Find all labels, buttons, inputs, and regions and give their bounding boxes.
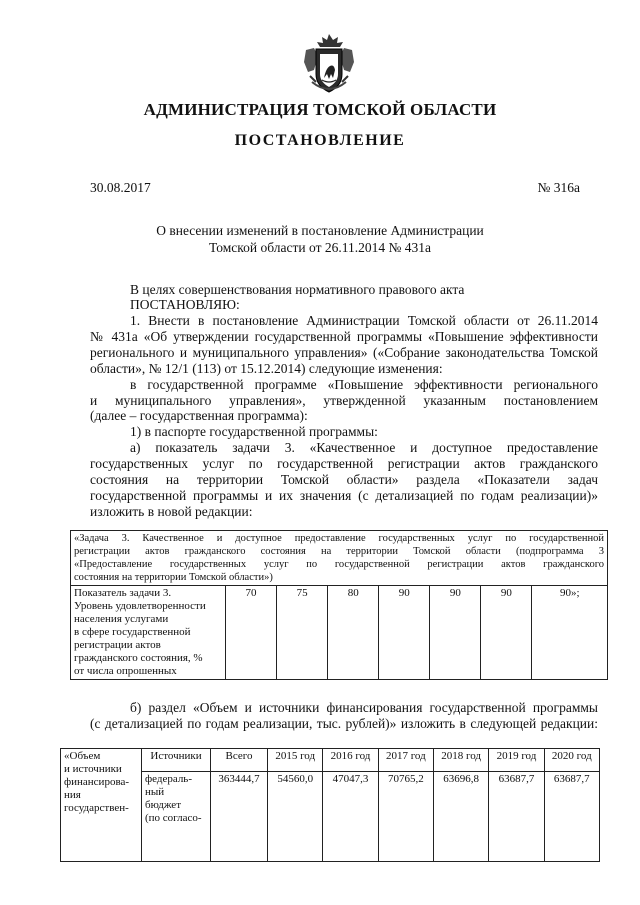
indicator-line: Показатель задачи 3. bbox=[74, 587, 172, 599]
financing-label-line: «Объем bbox=[64, 750, 101, 762]
source-line: федераль- bbox=[145, 773, 192, 785]
body-line: регионального и муниципального управления» («Собрание законодательства Томской bbox=[90, 345, 598, 360]
financing-label-line: государствен- bbox=[64, 802, 129, 814]
body-paragraph: ПОСТАНОВЛЯЮ: bbox=[130, 297, 240, 312]
source-line: бюджет bbox=[145, 799, 181, 811]
body-line: и муниципального управления», утвержденной указанным постановлением bbox=[90, 393, 598, 408]
indicator-line: Уровень удовлетворенности bbox=[74, 600, 206, 612]
body-line: б) раздел «Объем и источники финансирования государственной программы bbox=[130, 700, 598, 715]
body-line: 1) в паспорте государственной программы: bbox=[130, 424, 378, 439]
indicator-value-2015: 75 bbox=[277, 586, 328, 680]
indicator-line: регистрации актов bbox=[74, 639, 161, 651]
column-header-2017: 2017 год bbox=[378, 749, 433, 772]
body-line: в государственной программе «Повышение эффективности регионального bbox=[130, 377, 598, 392]
value-total: 363444,7 bbox=[211, 772, 268, 862]
financing-label-line: финансирова- bbox=[64, 776, 130, 788]
column-header-2020: 2020 год bbox=[544, 749, 599, 772]
task-header-line: «Предоставление государственных услуг по государственной регистрации актов гражданского bbox=[74, 559, 604, 570]
indicator-value-2020: 90»; bbox=[532, 586, 608, 680]
document-date: 30.08.2017 bbox=[90, 180, 151, 195]
financing-label-line: и источники bbox=[64, 763, 122, 775]
column-header-total: Всего bbox=[211, 749, 268, 772]
indicator-value-2017: 90 bbox=[379, 586, 430, 680]
body-paragraph: В целях совершенствования нормативного правового акта bbox=[130, 282, 465, 297]
indicator-value-2019: 90 bbox=[481, 586, 532, 680]
document-type: ПОСТАНОВЛЕНИЕ bbox=[234, 132, 406, 149]
financing-label-line: ния bbox=[64, 789, 81, 801]
body-line: области», № 12/1 (113) от 15.12.2014) следующие изменения: bbox=[90, 361, 443, 376]
indicator-value-2014: 70 bbox=[226, 586, 277, 680]
indicator-value-2018: 90 bbox=[430, 586, 481, 680]
task-header-line: регистрации актов гражданского состояния на территории Томской области (подпрограмма 3 bbox=[74, 546, 604, 557]
body-line: изложить в новой редакции: bbox=[90, 504, 253, 519]
indicator-line: гражданского состояния, % bbox=[74, 652, 203, 664]
column-header-2016: 2016 год bbox=[323, 749, 378, 772]
body-line: состояния на территории Томской области» раздела «Показатели задач bbox=[90, 472, 598, 487]
value-2015: 54560,0 bbox=[268, 772, 323, 862]
subject-line: Томской области от 26.11.2014 № 431а bbox=[209, 240, 431, 255]
column-header-2015: 2015 год bbox=[268, 749, 323, 772]
source-cell bbox=[142, 772, 211, 862]
indicator-line: от числа опрошенных bbox=[74, 665, 177, 677]
body-line: государственной программы и их значения (с детализацией по годам реализации)» bbox=[90, 488, 598, 503]
value-2016: 47047,3 bbox=[323, 772, 378, 862]
document-number: № 316а bbox=[537, 180, 580, 195]
body-line: № 431а «Об утверждении государственной программы «Повышение эффективности bbox=[90, 329, 598, 344]
subject-line: О внесении изменений в постановление Администрации bbox=[156, 223, 484, 238]
source-line: (по согласо- bbox=[145, 812, 202, 824]
document-subject bbox=[0, 222, 640, 256]
column-header-2019: 2019 год bbox=[489, 749, 544, 772]
body-line: (с детализацией по годам реализации, тыс. рублей)» изложить в следующей редакции: bbox=[90, 716, 598, 731]
indicator-line: населения услугами bbox=[74, 613, 169, 625]
column-header-2018: 2018 год bbox=[433, 749, 488, 772]
task-header-line: состояния на территории Томской области») bbox=[74, 572, 273, 583]
column-header-sources: Источники bbox=[142, 749, 211, 772]
body-line: а) показатель задачи 3. «Качественное и доступное предоставление bbox=[130, 440, 598, 455]
value-2020: 63687,7 bbox=[544, 772, 599, 862]
body-line: государственных услуг по государственной регистрации актов гражданского bbox=[90, 456, 598, 471]
value-2019: 63687,7 bbox=[489, 772, 544, 862]
body-line: (далее – государственная программа): bbox=[90, 408, 308, 423]
indicator-value-2016: 80 bbox=[328, 586, 379, 680]
indicator-line: в сфере государственной bbox=[74, 626, 191, 638]
task-header-cell bbox=[71, 531, 608, 586]
indicator-name-cell bbox=[71, 586, 226, 680]
financing-table bbox=[60, 748, 600, 862]
coat-of-arms-emblem bbox=[300, 32, 358, 96]
value-2018: 63696,8 bbox=[433, 772, 488, 862]
financing-label-cell bbox=[61, 749, 142, 862]
organization-title: АДМИНИСТРАЦИЯ ТОМСКОЙ ОБЛАСТИ bbox=[143, 100, 497, 119]
body-line: 1. Внести в постановление Администрации Томской области от 26.11.2014 bbox=[130, 313, 598, 328]
value-2017: 70765,2 bbox=[378, 772, 433, 862]
source-line: ный bbox=[145, 786, 165, 798]
indicator-table bbox=[70, 530, 608, 680]
task-header-line: «Задача 3. Качественное и доступное предоставление государственных услуг по государственной bbox=[74, 533, 604, 544]
